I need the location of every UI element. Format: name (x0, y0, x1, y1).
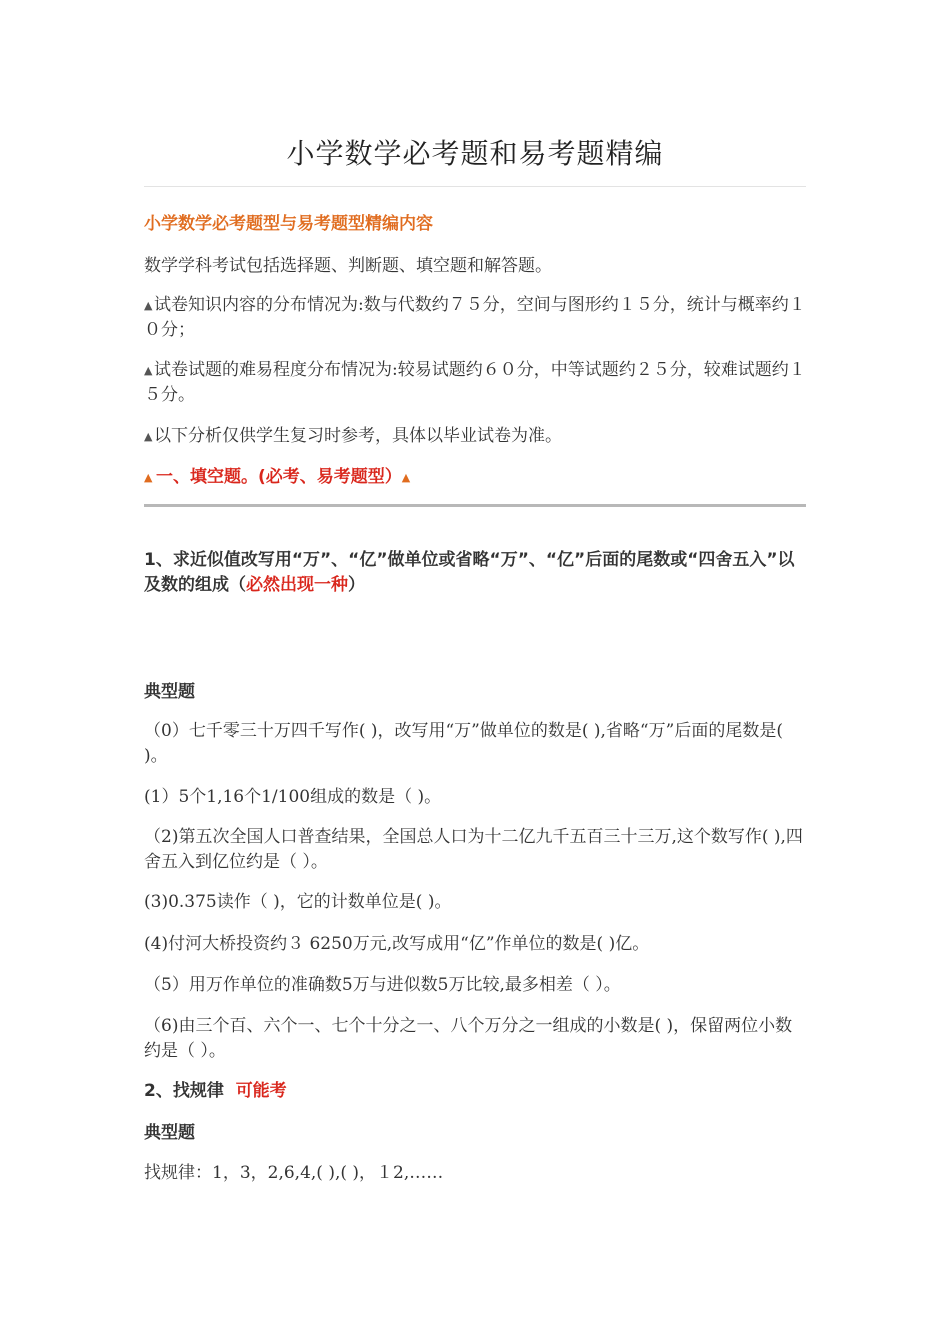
bullet-difficulty-distribution (144, 358, 806, 408)
triangle-bullet-icon: ▲ (144, 299, 153, 312)
q1-tag: 必然出现一种 (246, 575, 348, 595)
q1-typical-label: 典型题 (144, 682, 195, 702)
q1-heading (144, 548, 806, 598)
q1-item-4: (4)付河大桥投资约３ 6250万元,改写成用“亿”作单位的数是( )亿。 (144, 934, 650, 954)
triangle-bullet-icon: ▲ (401, 471, 411, 484)
section-heading-text: 一、填空题。(必考、易考题型） (156, 467, 402, 487)
q2-pattern-line: 找规律：1，3，2,6,4,( ),( )，１2,…… (144, 1163, 444, 1183)
q1-item-3: (3)0.375读作（ )，它的计数单位是( )。 (144, 892, 452, 912)
q2-tag: 可能考 (235, 1081, 287, 1101)
triangle-bullet-icon: ▲ (144, 364, 153, 377)
intro-heading: 小学数学必考题型与易考题型精编内容 (144, 214, 433, 234)
bullet-note (144, 424, 806, 449)
bullet-text: 试卷试题的难易程度分布情况为:较易试题约６０分，中等试题约２５分，较难试题约１５分。 (144, 360, 806, 405)
section-divider (144, 504, 806, 507)
bullet-text: 试卷知识内容的分布情况为:数与代数约７５分，空间与图形约１５分，统计与概率约１０分； (144, 295, 806, 340)
q1-item-2: （2)第五次全国人口普查结果，全国总人口为十二亿九千五百三十三万,这个数写作( ),四舍五入到亿位约是（ ）。 (144, 827, 803, 872)
q2-heading (144, 1079, 806, 1104)
bullet-text: 以下分析仅供学生复习时参考，具体以毕业试卷为准。 (154, 426, 562, 446)
q2-typical-label: 典型题 (144, 1123, 195, 1143)
title-divider (144, 186, 806, 187)
q1-item-6: （6)由三个百、六个一、七个十分之一、八个万分之一组成的小数是( )，保留两位小数约是（ ）。 (144, 1016, 793, 1061)
q1-item-1: (1）5个1,16个1/100组成的数是（ )。 (144, 787, 442, 807)
triangle-bullet-icon: ▲ (144, 430, 153, 443)
q1-heading-close: ） (348, 575, 365, 595)
section-heading-fill-in (144, 465, 806, 490)
page-title: 小学数学必考题和易考题精编 (286, 137, 664, 170)
q1-item-0: （0）七千零三十万四千写作( )，改写用“万”做单位的数是( ),省略“万”后面的尾数是( )。 (144, 721, 783, 766)
q1-item-5: （5）用万作单位的准确数5万与进似数5万比较,最多相差（ ）。 (144, 975, 621, 995)
triangle-bullet-icon: ▲ (144, 471, 153, 484)
bullet-knowledge-distribution (144, 293, 806, 343)
q1-heading-text: 1、求近似值改写用“万”、“亿”做单位或省略“万”、“亿”后面的尾数或“四舍五入”以及数的组成（ (144, 550, 795, 595)
intro-line: 数学学科考试包括选择题、判断题、填空题和解答题。 (144, 256, 552, 276)
q2-heading-text: 2、找规律 (144, 1081, 224, 1101)
